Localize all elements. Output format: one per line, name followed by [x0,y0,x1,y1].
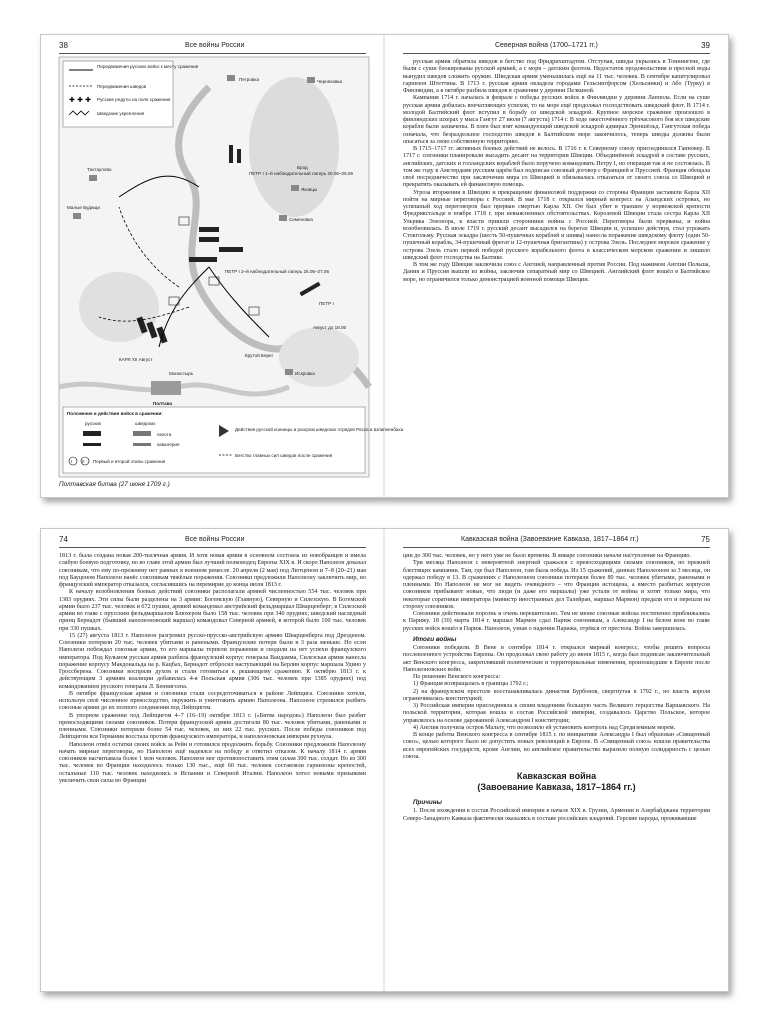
place-yakovtsy: Яковцы [301,187,318,192]
place-petrovka: Петровка [239,77,260,82]
paragraph: 1. После вхождения в состав Российской империи в начале XIX в. Грузии, Армении и Азербайджана территории Северо-Западного Кавказа фактически оказались в составе российских владений. Горские народы, проживавшие [403,808,710,822]
page-75 [385,529,728,991]
legend-item-swedish-movement: Передвижения шведов [97,84,147,89]
page-body [59,553,366,983]
page-header [403,41,710,54]
battle-legend-phases: Первый и второй этапы сражения [93,459,166,464]
battle-legend-swedish-flight: Бегство главных сил шведов после сражения [235,453,333,458]
unit-label-august: Август до 18.06 [313,325,347,330]
poltava-battle-map [59,57,404,477]
paragraph: В конце работы Венского конгресса в сентябре 1815 г. по инициативе Александра I был образован «Священный союз», целью которого было не допустить новых революций в Европе. В «Священный союз» вошли правительства всех европейских государств, кроме Англии, но английское правительство выразило полную солидарность с целью союза. [403,732,710,760]
paragraph: 1813 г. была создана новая 200-тысячная армия. И хотя новая армия в основном состояла из новобранцев и имела слабую боевую подготовку, но во главе этой армии был лучший полководец Европы XIX в. И скоро Наполеон доказал союзникам, что ему по-прежнему нет равных в военном ремесле. 20 апреля (2 мая) под Лютценом и 7–8 (20–21) мая под Бауценом Наполеон нанёс союзникам тяжёлые поражения. Союзники предложили Наполеону заключить мир, но французский император отказался, согласившись на перемирие до конца июля 1813 г. [59,553,366,588]
unit-label-peter-camp-2: ПЕТР I 2–й наблюдательный лагерь 25.06–27.06 [225,269,330,274]
battle-legend-col-russian: русских [85,421,102,426]
place-chernyakhovka: Черняховка [317,79,343,84]
phase-marker-2: II [82,459,85,464]
page-39 [385,35,728,497]
chapter-title: Кавказская война [516,771,597,781]
paragraph: ции до 300 тыс. человек, но у него уже не было времени. В январе союзники начали наступление на Францию. [403,553,691,559]
svg-text:✚ ✚ ✚: ✚ ✚ ✚ [69,96,92,104]
battle-legend-cavalry: кавалерия [157,442,180,447]
chapter-subtitle: (Завоевание Кавказа, 1817–1864 гг.) [477,782,636,792]
paragraph: Три месяца Наполеон с невероятной энергией сражался с превосходящими силами союзников, но прежней блестящих кампании. Там, где был Наполеон, там была победа. Из 15 сражений, данных Наполеоном за 3 месяца, он одержал победу в 13. В сражениях с Наполеоном союзники потеряли более 80 тыс. человек убитыми, ранеными и пленными. Но Наполеон не мог не видеть очевидного – что Франция истощена, а вместо разбитых корпусов союзников прибывают новые, что люди (и даже его маршалы) уже устали от войны и хотят только мира, что некоторые соратники императора (министр иностранных дел Талейран, маршал Мармон) предали его и перешли на сторону союзников. [403,560,710,610]
page-header [59,41,366,54]
page-number: 75 [701,535,710,544]
paragraph: По решению Венского конгресса: [413,674,501,680]
unit-label-peter-camp-1: ПЕТР I 1–й наблюдательный лагерь 20.06–25.06 [249,171,354,176]
paragraph: В октябре французская армия и союзники стали сосредоточиваться в районе Лейпцига. Союзники хотели, используя своё численное превосходство, окружить и уничтожить армию Наполеона. Наполеон стремился разбить союзные армии до их полного соединения под Лейпцигом. [59,690,366,712]
running-head: Все войны России [185,536,245,543]
battle-legend-col-swedish: шведских [135,421,156,426]
place-semenovka: Семеновка [289,217,313,222]
book-spread-top [40,34,729,498]
legend-item-swedish-fortifications: Шведские укрепления [97,111,145,116]
paragraph: Кампания 1714 г. началась в феврале с победы русских войск в Финляндии у деревни Лаппола. Если на суше русская армия добилась впечатляющих успехов, то на море ещё продолжал господствовать шведский флот. В 1714 г. молодой Балтийский флот вступил в борьбу со шведской эскадрой. Крупное морское сражение произошло в финляндских шхерах у мыса Гангут 27 июля (7 августа) 1714 г. В ходе ожесточённого трёхчасового боя все шведские корабли были захвачены. В плен был взят командующий шведской эскадрой адмирал Эреншёльд. Гангутская победа означала, что безраздельное господство шведов в Балтийском море закончилось, теперь шведы должны были опасаться за свою собственную территорию. [403,95,710,145]
paragraph: 15 (27) августа 1813 г. Наполеон разгромил русско-прусско-австрийскую армию Шварценберга под Дрезденом. Союзники потеряли 20 тыс. человек убитыми и ранеными. Французские потери были в 3 раза меньше. Но если Наполеон побеждал союзные армии, то его маршалы терпели поражения и сводили на нет успехи французского императора. Под Кульмом русская армия разбила французский корпус генерала Вандамма, Силезская армия нанесла поражение корпусу Макдональда на р. Кацбах, Бернадот отбросил наступающий на Берлин корпус маршала Удино у Гроссберена. Союзники воспряли духом и стали готовиться к решающему сражению. К октябрю 1813 г. к действующим 3 армиям коалиции добавилась 4-я Польская армия (306 тыс. человек при 1385 орудиях) под командованием русского генерала Л. Беннигсена. [59,632,366,690]
paragraph: К началу возобновления боевых действий союзники располагали армией численностью 554 тыс. человек при 1383 орудиях. Эти силы были разделены на 3 армии: Богемскую (Главную), Северную и Силезскую. В Богемской армии было 237 тыс. человек и 672 пушки, армией командовал австрийский фельдмаршал Шварценберг; в Силезской армии во главе с прусским фельдмаршалом Блюхером было 158 тыс. человек при 340 орудиях; шведский наследный принц Бернадот (бывший наполеоновский маршал) командовал Северной армией, в которой было 100 тыс. человек при 330 пушках. [59,589,366,632]
place-monastyr: Монастырь [169,371,194,376]
running-head: Северная война (1700–1721 гг.) [495,42,598,49]
place-brod: Брод [297,165,308,170]
running-head: Все войны России [185,42,245,49]
unit-label-peter: ПЕТР I [319,301,334,306]
paragraph: Наполеон отвёл остатки своих войск за Рейн и готовился продолжить борьбу. Союзники предложили Наполеону начать мирные переговоры, но Наполеон ещё надеялся на победу и ответил отказом. К началу 1814 г. армия союзников насчитывала более 1 млн человек. Наполеон мог противопоставить этим силам 300 тыс. солдат. Но из 300 тыс. человек во Франции находилось только 130 тыс., ещё 60 тыс. человек составляли гарнизоны крепостей, остальные 110 тыс. человек находились в Испании и Северной Италии. Наполеон хотел новыми призывами увеличить свои силы во Франции [59,741,366,784]
subheading-causes: Причины [413,799,442,806]
chapter-heading [403,771,710,793]
page-number: 38 [59,41,68,50]
phase-marker-1: I [71,459,73,464]
page-body [403,553,710,983]
paragraph: Угроза вторжения в Швецию и прекращение финансовой поддержки со стороны Франции заставили Карла XII пойти на мирные переговоры с Россией. В мае 1718 г. открылся мирный конгресс на Аландских островах, но успешный ход переговоров был прерван смертью Карла XII. Он был убит в траншее у норвежской крепости Фредрикстальде в ноябре 1718 г. при невыясненных обстоятельствах. Королевой Швеции стала сестра Карла XII Ульрика Элеонора, к власти пришли сторонники войны с Россией. Переговоры были прерваны, и война возобновилась. В июле 1719 г. русский десант высадился на берегах Швеции и, успешно действуя, стал угрожать Стокгольму. Русская эскадра (шесть 50-пушечных кораблей и шнява) нанесла поражение шведскому флоту (один 50-пушечный корабль, 34-пушечный фрегат и 12-пушечная бригантина) у острова Эзель. Последнее морское сражение у острова Эзель стало первой победой русского корабельного флота в классическом морском сражении и лишило шведский флот господства на Балтике. [403,189,710,261]
map-caption: Полтавская битва (27 июня 1709 г.) [59,481,170,488]
legend-item-russian-redoubts: Русские редуты на поле сражения [97,97,171,102]
place-iskrovka: Искровка [295,371,315,376]
book-spread-bottom [40,528,729,992]
place-poltava: Полтава [153,401,173,406]
list-item: 2) на французском престоле восстанавливалась династия Бурбонов, свергнутая в 1792 г., но власть короля ограничивалась конституцией; [403,688,710,702]
list-item: 3) Российская империя присоединяла к своим владениям большую часть Великого герцогства Варшавского. На польской территории, которая вошла в состав Российской империи, создавалось Царство Польское, которое управлялось на основе дарованной Александром I конституции; [403,703,710,724]
paragraph: В 1715–1717 гг. активных боевых действий не велось. В 1716 г. к Северному союзу присоединился Ганновер. В 1717 г. союзники планировали высадить десант на территории Швеции. Объединённой эскадрой в составе русских, английских, датских и голландских кораблей было поручено командовать Петру I, но операция так и не состоялась. В том же году в Амстердаме русским царём был подписан союзный договор с Францией и Пруссией. Франция обещала своё посредничество при заключении мира со Швецией и обязывалась отказаться от своего союза со Швецией и прекратить оказывать ей финансовую помощь. [403,146,710,189]
page-body [403,59,710,489]
place-malye-budishchi: Малые Будищи [67,205,100,210]
page-number: 39 [701,41,710,50]
paragraph: В том же году Швеция заключила союз с Англией, направленный против России. Под нажимом Англии Польша, Дания и Пруссия вышли из войны, заключив сепаратный мир со Швецией. Английский флот вошёл в Балтийское море, но ограничился только демонстрацией военной помощи Швеции. [403,262,710,283]
place-krutoy-bereg: Крутой Берег [245,353,274,358]
list-item: 1) Франция возвращалась в границы 1792 г.; [413,681,529,688]
paragraph: В упорном сражении под Лейпцигом 4–7 (16–19) октября 1813 г. («Битва народов») Наполеон был разбит превосходящими силами союзников. Потери французской армии достигали 80 тыс. человек убитыми, ранеными и пленными. Союзники потеряли более 54 тыс. человек, из них 22 тыс. русских. После победы союзников под Лейпцигом вся Германия восстала против французского императора, и наполеоновская империя рухнула. [59,712,366,741]
unit-label-karl: КАРЛ XII Август [119,357,153,362]
legend-item-russian-movement: Передвижения русских войск к месту сражения [97,64,199,69]
subheading-results: Итоги войны [413,635,457,643]
page-header [59,535,366,548]
page-74 [41,529,384,991]
battle-legend-infantry: пехота [157,432,172,437]
place-takhtaulovo: Тахтаулово [87,167,112,172]
battle-legend-title: Положение и действия войск в сражении: [67,411,163,416]
paragraph: Союзники действовали порознь и очень нерешительно. Тем не менее союзные войска постепенно приближались к Парижу. 18 (30) марта 1814 г. маршал Мармон сдал Париж союзникам, а Александр I на белом коне во главе русских войск вошёл в Париж. Наполеон, узнав о падении Парижа, отрёкся от престола. Война завершилась. [403,611,710,632]
running-head: Кавказская война (Завоевание Кавказа, 1817–1864 гг.) [461,536,639,543]
page-header [403,535,710,548]
paragraph: русская армия обратила шведов в бегство под Фридрихштадтом. Отступая, шведы укрылись в Тоннингене, где были с суши блокированы русской армией, а с моря – датским флотом. Недостаток продовольствия и пресной воды вынудил шведов сложить оружие. Шведская армия уменьшилась ещё на 11 тыс. человек. В сентябре капитулировал гарнизон Штеттина. В 1713 г. русская армия овладела городами Гельсингфорсом (Хельсинки) и Або (Турку) в Финляндии, а в октябре разбила шведов в сражении у деревни Пелкиной. [403,59,710,94]
page-38 [41,35,404,497]
battle-legend-cavalry-action: Действия русской конницы и разгром шведских отрядов Росса и Шлиппенбаха [235,427,404,432]
paragraph: Союзники победили. В Вене в сентябре 1814 г. открылся мирный конгресс, чтобы решить вопросы послевоенного устройства Европы. Он продолжал свою работу до июня 1815 г., когда был подписан заключительный акт Венского конгресса, закреплявший политические и территориальные изменения, произошедшие в Европе после Наполеоновских войн. [403,645,710,673]
page-number: 74 [59,535,68,544]
list-item: 4) Англия получила остров Мальту, что позволило ей установить контроль над Средиземным морем. [413,724,676,731]
